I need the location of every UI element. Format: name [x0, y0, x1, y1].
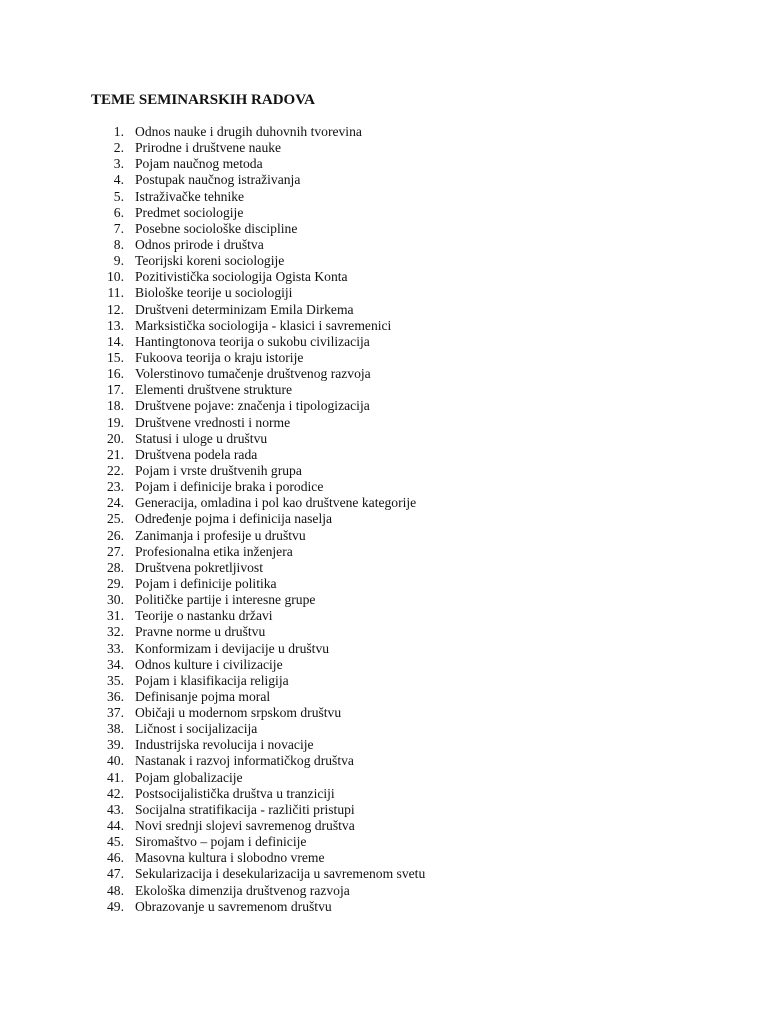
list-item-text: Predmet sociologije — [135, 204, 244, 220]
list-item-text: Sekularizacija i desekularizacija u savremenom svetu — [135, 866, 426, 882]
list-item-text: Ekološka dimenzija društvenog razvoja — [135, 882, 350, 898]
list-item-number: 39. — [107, 737, 124, 753]
list-item-text: Marksistička sociologija - klasici i savremenici — [135, 317, 392, 333]
list-item-text: Običaji u modernom srpskom društvu — [135, 705, 342, 721]
list-item-number: 8. — [113, 236, 124, 252]
list-item-number: 31. — [107, 608, 124, 624]
list-item-number: 42. — [107, 785, 124, 801]
list-item-text: Odnos kulture i civilizacije — [135, 656, 283, 672]
list-item-text: Društveni determinizam Emila Dirkema — [135, 301, 354, 317]
list-item-number: 19. — [107, 414, 124, 430]
list-item-text: Društvene vrednosti i norme — [135, 414, 291, 430]
list-item-text: Društvene pojave: značenja i tipologizacija — [135, 398, 370, 414]
list-item-text: Nastanak i razvoj informatičkog društva — [135, 753, 354, 769]
list-item-text: Generacija, omladina i pol kao društvene kategorije — [135, 495, 417, 511]
list-item-number: 15. — [107, 349, 124, 365]
list-item-number: 26. — [107, 527, 124, 543]
list-item-number: 34. — [107, 656, 124, 672]
list-item-text: Pravne norme u društvu — [135, 624, 266, 640]
list-item-text: Zanimanja i profesije u društvu — [135, 527, 306, 543]
list-item-text: Pojam globalizacije — [135, 769, 243, 785]
list-item-text: Pojam i definicije politika — [135, 575, 277, 591]
list-item-number: 38. — [107, 721, 124, 737]
list-item-number: 37. — [107, 705, 124, 721]
list-item-number: 49. — [107, 898, 124, 914]
list-item-number: 40. — [107, 753, 124, 769]
list-item-text: Ličnost i socijalizacija — [135, 721, 258, 737]
list-item-text: Masovna kultura i slobodno vreme — [135, 850, 325, 866]
list-item-text: Teorije o nastanku državi — [135, 608, 273, 624]
list-item-number: 13. — [107, 317, 124, 333]
list-item-text: Odnos prirode i društva — [135, 236, 264, 252]
list-item-number: 28. — [107, 559, 124, 575]
list-item-number: 45. — [107, 834, 124, 850]
list-item-text: Postsocijalistička društva u tranziciji — [135, 785, 335, 801]
list-item-text: Statusi i uloge u društvu — [135, 430, 268, 446]
list-item-number: 2. — [113, 140, 124, 156]
list-item-number: 1. — [113, 124, 124, 139]
list-item-number: 17. — [107, 382, 124, 398]
list-item-number: 21. — [107, 446, 124, 462]
list-item-text: Industrijska revolucija i novacije — [135, 737, 314, 753]
list-item-text: Fukoova teorija o kraju istorije — [135, 349, 304, 365]
list-item-text: Istraživačke tehnike — [135, 188, 245, 204]
list-item-text: Definisanje pojma moral — [135, 688, 271, 704]
list-item-number: 33. — [107, 640, 124, 656]
list-item-number: 16. — [107, 366, 124, 382]
list-item-text: Novi srednji slojevi savremenog društva — [135, 818, 355, 834]
list-item-text: Postupak naučnog istraživanja — [135, 172, 301, 188]
list-item-number: 3. — [113, 156, 124, 172]
list-item-number: 41. — [107, 769, 124, 785]
list-item-number: 6. — [113, 204, 124, 220]
list-item-number: 46. — [107, 850, 124, 866]
list-item-text: Društvena podela rada — [135, 446, 258, 462]
list-item-number: 20. — [107, 430, 124, 446]
list-item-number: 5. — [113, 188, 124, 204]
list-item-text: Profesionalna etika inženjera — [135, 543, 293, 559]
list-item-text: Pozitivistička sociologija Ogista Konta — [135, 269, 348, 285]
list-item-text: Pojam i definicije braka i porodice — [135, 479, 324, 495]
list-item-text: Političke partije i interesne grupe — [135, 592, 316, 608]
list-item-number: 43. — [107, 801, 124, 817]
list-item-text: Obrazovanje u savremenom društvu — [135, 898, 332, 914]
list-item-text: Odnos nauke i drugih duhovnih tvorevina — [135, 124, 362, 139]
list-item-number: 14. — [107, 333, 124, 349]
list-item-number: 22. — [107, 462, 124, 478]
list-item-number: 30. — [107, 592, 124, 608]
list-item-number: 10. — [107, 269, 124, 285]
list-item-number: 9. — [113, 253, 124, 269]
list-item-number: 35. — [107, 672, 124, 688]
list-item-number: 44. — [107, 818, 124, 834]
list-item-number: 4. — [113, 172, 124, 188]
list-item-text: Hantingtonova teorija o sukobu civilizacija — [135, 333, 370, 349]
list-item-number: 25. — [107, 511, 124, 527]
list-item-text: Pojam naučnog metoda — [135, 156, 263, 172]
list-item-number: 11. — [107, 285, 124, 301]
document-title: TEME SEMINARSKIH RADOVA — [91, 92, 315, 108]
list-item-number: 12. — [107, 301, 124, 317]
list-item-number: 7. — [113, 220, 124, 236]
list-item-number: 23. — [107, 479, 124, 495]
list-item-number: 47. — [107, 866, 124, 882]
list-item-text: Biološke teorije u sociologiji — [135, 285, 293, 301]
list-item-number: 29. — [107, 575, 124, 591]
list-item-text: Prirodne i društvene nauke — [135, 140, 282, 156]
list-item-text: Konformizam i devijacije u društvu — [135, 640, 330, 656]
list-item-number: 18. — [107, 398, 124, 414]
list-item-text: Pojam i vrste društvenih grupa — [135, 462, 302, 478]
list-item-text: Volerstinovo tumačenje društvenog razvoja — [135, 366, 371, 382]
list-item-text: Elementi društvene strukture — [135, 382, 293, 398]
list-item-number: 48. — [107, 882, 124, 898]
list-item-text: Siromaštvo – pojam i definicije — [135, 834, 307, 850]
list-item-text: Društvena pokretljivost — [135, 559, 263, 575]
list-item-text: Određenje pojma i definicija naselja — [135, 511, 333, 527]
list-item-text: Teorijski koreni sociologije — [135, 253, 285, 269]
list-item-number: 27. — [107, 543, 124, 559]
list-item-text: Posebne sociološke discipline — [135, 220, 298, 236]
list-item-number: 32. — [107, 624, 124, 640]
list-item-text: Pojam i klasifikacija religija — [135, 672, 289, 688]
list-item-number: 36. — [107, 688, 124, 704]
list-item-number: 24. — [107, 495, 124, 511]
list-item-text: Socijalna stratifikacija - različiti pristupi — [135, 801, 355, 817]
